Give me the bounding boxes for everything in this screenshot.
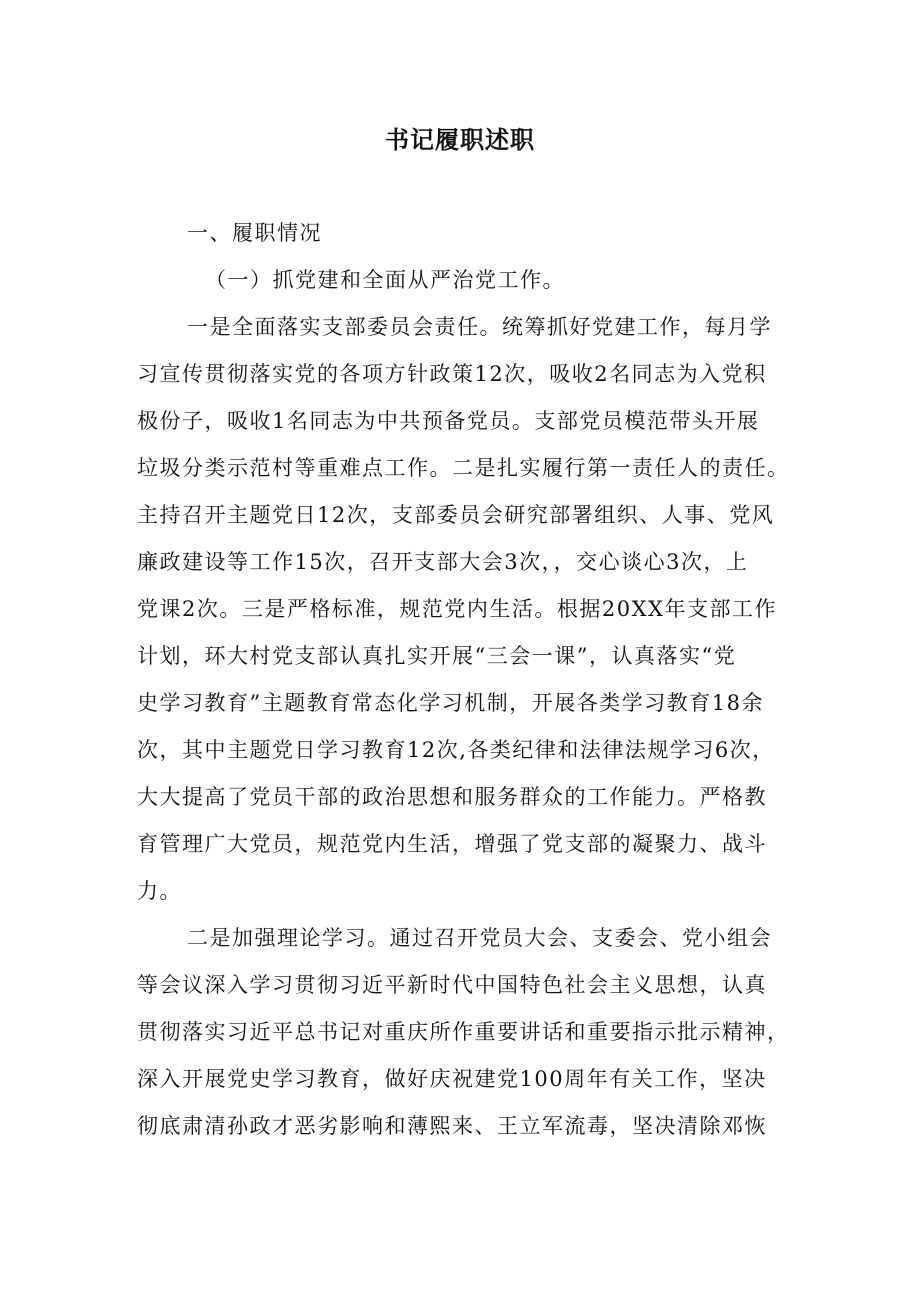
paragraph-line: 育管理广大党员，规范党内生活，增强了党支部的凝聚力、战斗: [137, 832, 767, 856]
paragraph-line: 廉政建设等工作15次，召开支部大会3次，，交心谈心3次，上: [137, 550, 749, 574]
page-title: 书记履职述职: [385, 126, 535, 154]
paragraph-line: 彻底肃清孙政才恶劣影响和薄熙来、王立军流毒，坚决清除邓恢: [137, 1114, 767, 1138]
document-body: [137, 210, 812, 1150]
paragraph-line: 一是全面落实支部委员会责任。统筹抓好党建工作，每月学: [187, 315, 772, 339]
paragraph-line: 二是加强理论学习。通过召开党员大会、支委会、党小组会: [187, 926, 772, 950]
subsection-heading: （一）抓党建和全面从严治党工作。: [205, 268, 565, 292]
paragraph-line: 深入开展党史学习教育，做好庆祝建党100周年有关工作，坚决: [137, 1067, 767, 1091]
paragraph-line: 贯彻落实习近平总书记对重庆所作重要讲话和重要指示批示精神，: [137, 1020, 790, 1044]
paragraph-line: 极份子，吸收1名同志为中共预备党员。支部党员模范带头开展: [137, 409, 760, 433]
paragraph-line: 习宣传贯彻落实党的各项方针政策12次，吸收2名同志为入党积: [137, 362, 767, 386]
paragraph-line: 垃圾分类示范村等重难点工作。二是扎实履行第一责任人的责任。: [137, 456, 790, 480]
paragraph-line: 计划，环大村党支部认真扎实开展“三会一课”，认真落实“党: [137, 644, 737, 668]
paragraph-line: 党课2次。三是严格标准，规范党内生活。根据20XX年支部工作: [137, 597, 777, 621]
paragraph-line: 大大提高了党员干部的政治思想和服务群众的工作能力。严格教: [137, 785, 767, 809]
paragraph-line: 等会议深入学习贯彻习近平新时代中国特色社会主义思想，认真: [137, 973, 767, 997]
paragraph-line: 史学习教育”主题教育常态化学习机制，开展各类学习教育18余: [137, 691, 764, 715]
paragraph-line: 力。: [137, 879, 182, 903]
section-heading: 一、履职情况: [187, 221, 322, 245]
paragraph-line: 次，其中主题党日学习教育12次,各类纪律和法律法规学习6次，: [137, 738, 775, 762]
paragraph-line: 主持召开主题党日12次，支部委员会研究部署组织、人事、党风: [137, 503, 775, 527]
